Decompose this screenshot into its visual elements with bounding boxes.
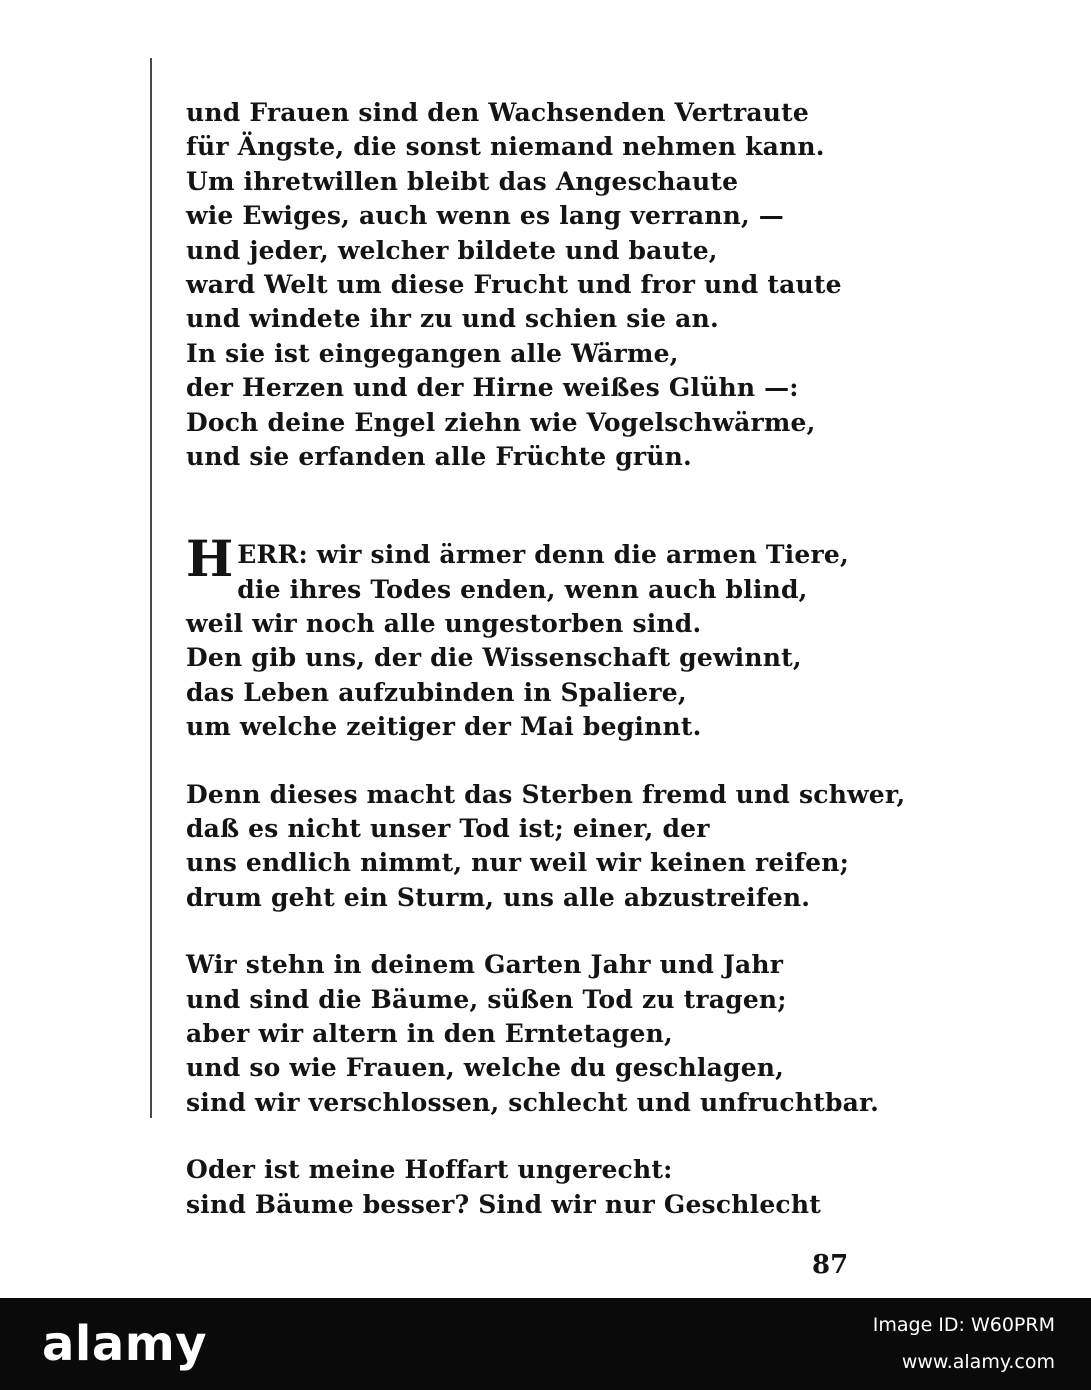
stanza-gap xyxy=(186,915,866,948)
poem-line: aber wir altern in den Erntetagen, xyxy=(186,1018,673,1048)
poem-line: drum geht ein Sturm, uns alle abzustreifen. xyxy=(186,882,811,912)
stanza-1 xyxy=(186,96,866,474)
poem-line: Doch deine Engel ziehn wie Vogelschwärme, xyxy=(186,407,816,437)
stanza-4 xyxy=(186,948,880,1120)
stanza-gap xyxy=(186,1120,866,1153)
image-id-label: Image ID: W60PRM xyxy=(872,1314,1055,1336)
stanza-gap xyxy=(186,745,866,778)
alamy-logo: alamy xyxy=(42,1316,208,1372)
poem-line: Oder ist meine Hoffart ungerecht: xyxy=(186,1155,673,1185)
poem-line: sind wir verschlossen, schlecht und unfruchtbar. xyxy=(186,1087,880,1117)
poem-text xyxy=(186,96,906,1222)
poem-line: uns endlich nimmt, nur weil wir keinen reifen; xyxy=(186,848,850,878)
poem-line: daß es nicht unser Tod ist; einer, der xyxy=(186,814,710,844)
poem-line: der Herzen und der Hirne weißes Glühn —: xyxy=(186,373,799,403)
stanza-5 xyxy=(186,1153,866,1222)
stanza-2 xyxy=(186,529,866,744)
poem-line: ward Welt um diese Frucht und fror und taute xyxy=(186,269,842,299)
poem-line: die ihres Todes enden, wenn auch blind, xyxy=(237,574,808,604)
page-number: 87 xyxy=(812,1250,849,1280)
poem-line: Wir stehn in deinem Garten Jahr und Jahr xyxy=(186,950,784,980)
poem-line: und sie erfanden alle Früchte grün. xyxy=(186,441,692,471)
poem-line: Den gib uns, der die Wissenschaft gewinnt, xyxy=(186,643,802,673)
poem-line: und sind die Bäume, süßen Tod zu tragen; xyxy=(186,984,787,1014)
poem-line: In sie ist eingegangen alle Wärme, xyxy=(186,338,679,368)
drop-cap: H xyxy=(186,529,234,589)
poem-line: weil wir noch alle ungestorben sind. xyxy=(186,609,702,639)
poem-line: sind Bäume besser? Sind wir nur Geschlecht xyxy=(186,1189,821,1219)
poem-line: und Frauen sind den Wachsenden Vertraute xyxy=(186,98,810,127)
poem-line: und so wie Frauen, welche du geschlagen, xyxy=(186,1053,785,1083)
poem-line: Denn dieses macht das Sterben fremd und schwer, xyxy=(186,779,906,809)
site-url: www.alamy.com xyxy=(901,1351,1055,1373)
poem-line: und windete ihr zu und schien sie an. xyxy=(186,304,719,334)
poem-line: um welche zeitiger der Mai beginnt. xyxy=(186,712,702,742)
poem-line: für Ängste, die sonst niemand nehmen kann. xyxy=(186,132,825,162)
poem-line: das Leben aufzubinden in Spaliere, xyxy=(186,677,687,707)
poem-line: wie Ewiges, auch wenn es lang verrann, — xyxy=(186,201,785,231)
poem-line: Um ihretwillen bleibt das Angeschaute xyxy=(186,166,739,196)
margin-rule xyxy=(150,58,152,1118)
poem-line: ERR: wir sind ärmer denn die armen Tiere, xyxy=(237,540,849,570)
stanza-gap xyxy=(186,474,866,538)
poem-line: und jeder, welcher bildete und baute, xyxy=(186,235,718,265)
stanza-3 xyxy=(186,778,906,916)
